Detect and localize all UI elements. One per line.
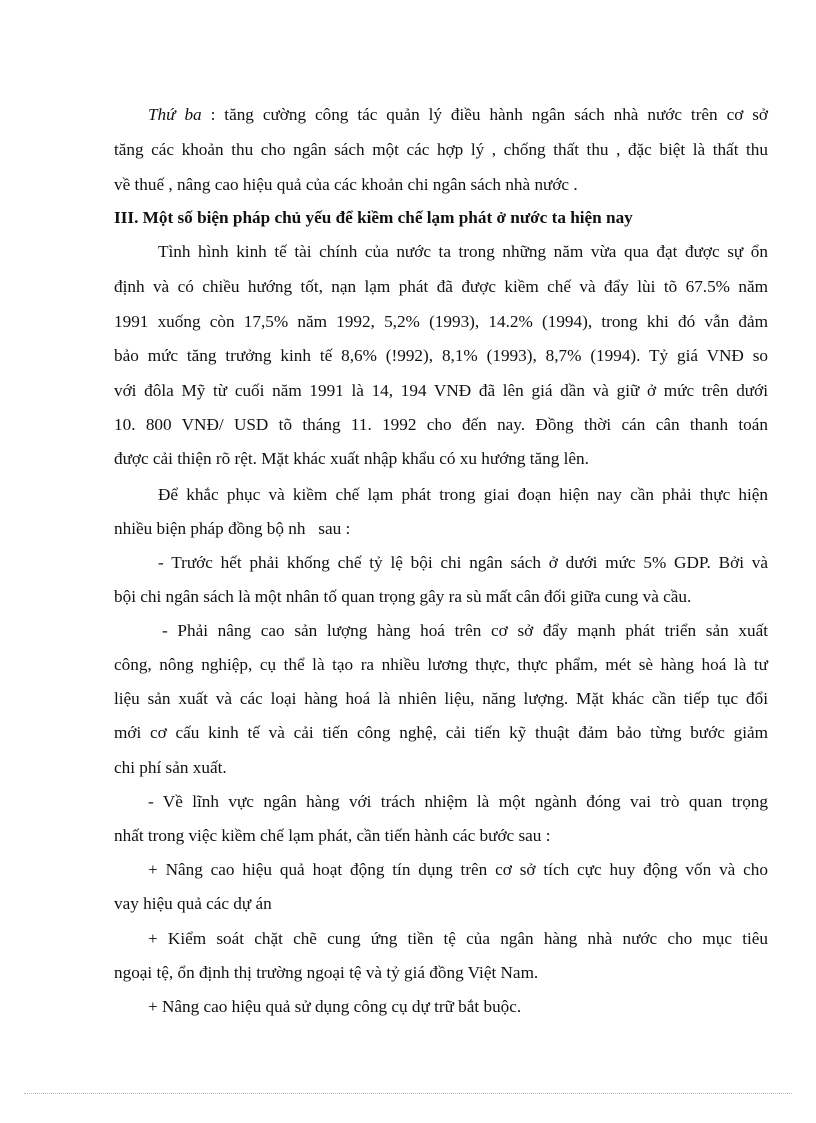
bullet-2-line-2: công, nông nghiệp, cụ thể là tạo ra nhiều lương thực, thực phẩm, mét sè hàng hoá là tư <box>114 655 768 674</box>
bullet-1-line-2: bội chi ngân sách là một nhân tố quan trọng gây ra sù mất cân đối giữa cung và cầu. <box>114 587 692 606</box>
paragraph-2-line-7: được cải thiện rõ rệt. Mặt khác xuất nhập khẩu có xu hướng tăng lên. <box>114 449 589 468</box>
paragraph-1-line-3: về thuế , nâng cao hiệu quả của các khoản chi ngân sách nhà nước . <box>114 175 578 194</box>
bullet-3-line-2: nhất trong việc kiềm chế lạm phát, cần tiến hành các bước sau : <box>114 826 551 845</box>
italic-lead: Thứ ba <box>148 105 202 124</box>
plus-item-2-line-2: ngoại tệ, ổn định thị trường ngoại tệ và tỷ giá đồng Việt Nam. <box>114 963 539 982</box>
paragraph-2-line-2: định và có chiều hướng tốt, nạn lạm phát đã được kiềm chế và đẩy lùi tõ 67.5% năm <box>114 277 768 296</box>
paragraph-2-line-1: Tình hình kinh tế tài chính của nước ta trong những năm vừa qua đạt được sự ổn <box>158 242 768 261</box>
bullet-3-line-1: - Về lĩnh vực ngân hàng với trách nhiệm là một ngành đóng vai trò quan trọng <box>148 792 768 811</box>
paragraph-1-line-1: Thứ ba : tăng cường công tác quản lý điều hành ngân sách nhà nước trên cơ sở <box>148 105 769 124</box>
bullet-2-line-3: liệu sản xuất và các loại hàng hoá là nhiên liệu, năng lượng. Mặt khác cần tiếp tục đổi <box>114 689 768 708</box>
bullet-2-line-5: chi phí sản xuất. <box>114 758 227 777</box>
section-heading: III. Một số biện pháp chủ yếu để kiềm chế lạm phát ở nước ta hiện nay <box>114 208 633 227</box>
paragraph-1-line-2: tăng các khoản thu cho ngân sách một các hợp lý , chống thất thu , đặc biệt là thất thu <box>114 140 768 159</box>
paragraph-3-line-2: nhiều biện pháp đồng bộ nh sau : <box>114 519 351 538</box>
footer-divider <box>24 1093 792 1094</box>
bullet-1-line-1: - Trước hết phải khống chế tỷ lệ bội chi ngân sách ở dưới mức 5% GDP. Bởi và <box>158 553 768 572</box>
plus-item-1-line-1: + Nâng cao hiệu quả hoạt động tín dụng trên cơ sở tích cực huy động vốn và cho <box>148 860 768 879</box>
plus-item-3-line-1: + Nâng cao hiệu quả sử dụng công cụ dự trữ bắt buộc. <box>148 997 522 1016</box>
plus-item-1-line-2: vay hiệu quả các dự án <box>114 894 272 913</box>
bullet-2-line-4: mới cơ cấu kinh tế và cải tiến công nghệ, cải tiến kỹ thuật đảm bảo từng bước giảm <box>114 723 768 742</box>
paragraph-2-line-5: với đôla Mỹ từ cuối năm 1991 là 14, 194 VNĐ đã lên giá dần và giữ ở mức trên dưới <box>114 381 768 400</box>
paragraph-3-line-1: Để khắc phục và kiềm chế lạm phát trong giai đoạn hiện nay cần phải thực hiện <box>158 485 768 504</box>
paragraph-2-line-6: 10. 800 VNĐ/ USD tõ tháng 11. 1992 cho đến nay. Đồng thời cán cân thanh toán <box>114 415 768 434</box>
paragraph-2-line-4: bảo mức tăng trưởng kinh tế 8,6% (!992), 8,1% (1993), 8,7% (1994). Tỷ giá VNĐ so <box>114 346 768 365</box>
plus-item-2-line-1: + Kiểm soát chặt chẽ cung ứng tiền tệ của ngân hàng nhà nước cho mục tiêu <box>148 929 768 948</box>
bullet-2-line-1: - Phải nâng cao sản lượng hàng hoá trên cơ sở đẩy mạnh phát triển sản xuất <box>162 621 768 640</box>
paragraph-2-line-3: 1991 xuống còn 17,5% năm 1992, 5,2% (1993), 14.2% (1994), trong khi đó vẫn đảm <box>114 312 768 331</box>
